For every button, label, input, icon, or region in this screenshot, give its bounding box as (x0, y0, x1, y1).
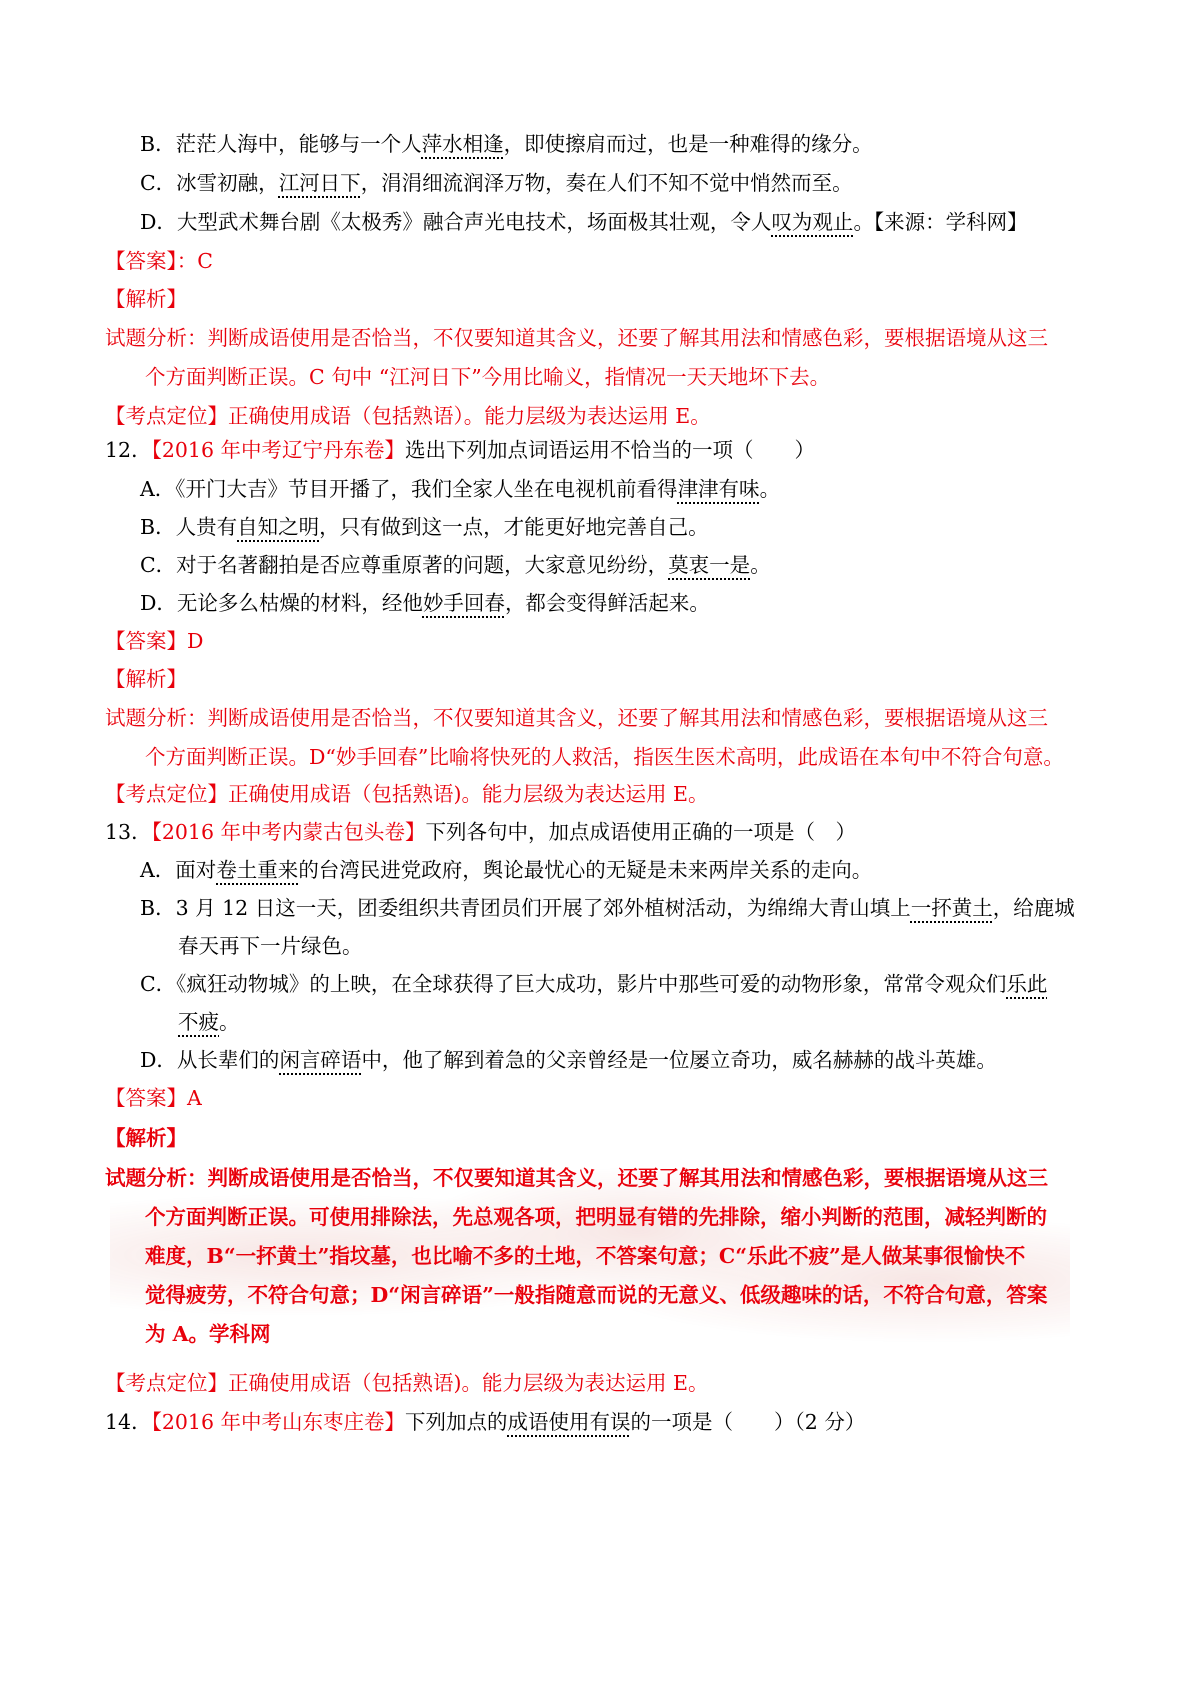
q11-option-b: B．茫茫人海中，能够与一个人萍水相逢，即使擦肩而过，也是一种难得的缘分。 (140, 132, 873, 156)
emphasized-idiom: 卷土重来 (216, 858, 299, 882)
q13-analysis-line4: 觉得疲劳，不符合句意；D“闲言碎语”一般指随意而说的无意义、低级趣味的话，不符合句意，答案 (145, 1283, 1048, 1307)
q12-answer: 【答案】D (105, 629, 204, 653)
q13-option-b-line1: B．3 月 12 日这一天，团委组织共青团员们开展了郊外植树活动，为绵绵大青山填上一抔黄土，给鹿城 (140, 896, 1075, 920)
emphasized-idiom: 自知之明 (237, 515, 320, 539)
emphasized-idiom: 不疲 (178, 1010, 219, 1034)
emphasized-idiom: 萍水相逢 (421, 132, 504, 156)
q11-analysis-tag: 【解析】 (105, 287, 187, 311)
q12-option-b: B．人贵有自知之明，只有做到这一点，才能更好地完善自己。 (140, 515, 709, 539)
q12-analysis-line1: 试题分析：判断成语使用是否恰当，不仅要知道其含义，还要了解其用法和情感色彩，要根据语境从这三 (105, 706, 1048, 730)
q11-analysis-line2: 个方面判断正误。C 句中 “江河日下”今用比喻义，指情况一天天地坏下去。 (145, 365, 831, 389)
q11-option-c: C．冰雪初融，江河日下，涓涓细流润泽万物，奏在人们不知不觉中悄然而至。 (140, 171, 853, 195)
q13-option-b-line2: 春天再下一片绿色。 (178, 934, 363, 958)
emphasized-idiom: 妙手回春 (422, 591, 505, 615)
q13-analysis-line1: 试题分析：判断成语使用是否恰当，不仅要知道其含义，还要了解其用法和情感色彩，要根据语境从这三 (105, 1166, 1048, 1190)
q12-option-a: A．《开门大吉》节目开播了，我们全家人坐在电视机前看得津津有味。 (140, 477, 781, 501)
q13-option-c-line2: 不疲。 (178, 1010, 240, 1034)
q14-stem: 14．【2016 年中考山东枣庄卷】下列加点的成语使用有误的一项是（ ）（2 分） (105, 1410, 866, 1434)
emphasized-idiom: 闲言碎语 (279, 1048, 362, 1072)
q11-analysis-line1: 试题分析：判断成语使用是否恰当，不仅要知道其含义，还要了解其用法和情感色彩，要根据语境从这三 (105, 326, 1048, 350)
q13-kaodian: 【考点定位】正确使用成语（包括熟语)。能力层级为表达运用 E。 (105, 1371, 709, 1395)
q12-option-d: D．无论多么枯燥的材料，经他妙手回春，都会变得鲜活起来。 (140, 591, 710, 615)
emphasized-idiom: 一抔黄土 (910, 896, 993, 920)
q13-analysis-tag: 【解析】 (105, 1126, 187, 1150)
q12-option-c: C．对于名著翻拍是否应尊重原著的问题，大家意见纷纷，莫衷一是。 (140, 553, 771, 577)
q12-analysis-tag: 【解析】 (105, 667, 187, 691)
emphasized-idiom: 乐此 (1006, 972, 1048, 996)
q13-analysis-line5: 为 A。学科网 (145, 1322, 271, 1346)
q13-option-d: D．从长辈们的闲言碎语中，他了解到着急的父亲曾经是一位屡立奇功，威名赫赫的战斗英雄。 (140, 1048, 997, 1072)
emphasized-idiom: 津津有味 (677, 477, 760, 501)
q12-stem: 12．【2016 年中考辽宁丹东卷】选出下列加点词语运用不恰当的一项（ ） (105, 438, 816, 462)
emphasized-idiom: 叹为观止 (771, 210, 854, 234)
q13-stem: 13．【2016 年中考内蒙古包头卷】下列各句中，加点成语使用正确的一项是（ ） (105, 820, 857, 844)
emphasized-idiom: 莫衷一是 (668, 553, 751, 577)
q13-analysis-line3: 难度，B“一抔黄土”指坟墓，也比喻不多的土地，不答案句意；C“乐此不疲”是人做某事很愉快不 (145, 1244, 1026, 1268)
q11-answer: 【答案】：C (105, 249, 213, 273)
q13-answer: 【答案】A (105, 1086, 202, 1110)
q11-kaodian: 【考点定位】正确使用成语（包括熟语）。能力层级为表达运用 E。 (105, 404, 711, 428)
q13-option-c-line1: C．《疯狂动物城》的上映，在全球获得了巨大成功，影片中那些可爱的动物形象，常常令观众们乐此 (140, 972, 1048, 996)
q12-analysis-line2: 个方面判断正误。D“妙手回春”比喻将快死的人救活，指医生医术高明，此成语在本句中不符合句意。 (145, 745, 1064, 769)
q12-kaodian: 【考点定位】正确使用成语（包括熟语)。能力层级为表达运用 E。 (105, 782, 709, 806)
emphasized-idiom: 江河日下 (278, 171, 361, 195)
q11-option-d: D．大型武术舞台剧《太极秀》融合声光电技术，场面极其壮观，令人叹为观止。【来源：学科网】 (140, 210, 1028, 234)
q13-analysis-line2: 个方面判断正误。可使用排除法，先总观各项，把明显有错的先排除，缩小判断的范围，减轻判断的 (145, 1205, 1047, 1229)
q13-option-a: A．面对卷土重来的台湾民进党政府，舆论最忧心的无疑是未来两岸关系的走向。 (140, 858, 873, 882)
emphasized-phrase: 成语使用有误 (507, 1410, 631, 1434)
